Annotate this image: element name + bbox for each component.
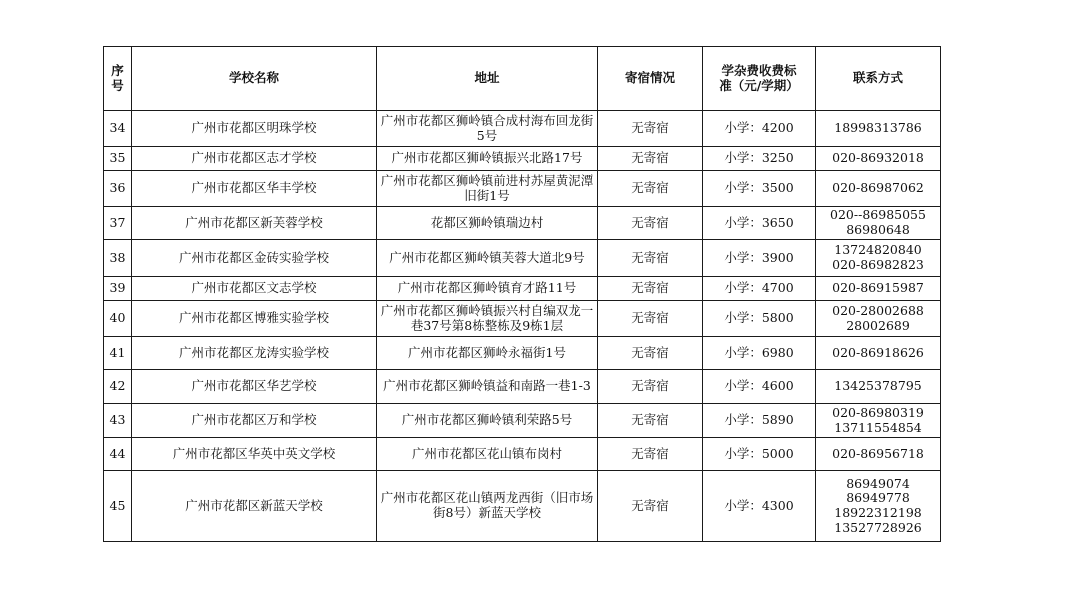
cell-contact: 020-28002688 28002689 xyxy=(816,301,941,337)
cell-address: 花都区狮岭镇瑞边村 xyxy=(377,207,598,240)
cell-boarding: 无寄宿 xyxy=(598,404,703,438)
cell-address: 广州市花都区狮岭镇芙蓉大道北9号 xyxy=(377,240,598,277)
cell-boarding: 无寄宿 xyxy=(598,207,703,240)
cell-index: 37 xyxy=(104,207,132,240)
cell-fee: 小学：4200 xyxy=(703,111,816,147)
cell-contact: 020-86956718 xyxy=(816,438,941,471)
cell-index: 35 xyxy=(104,147,132,171)
header-row xyxy=(104,47,941,111)
cell-boarding: 无寄宿 xyxy=(598,337,703,370)
cell-fee: 小学：3250 xyxy=(703,147,816,171)
cell-boarding: 无寄宿 xyxy=(598,240,703,277)
cell-fee: 小学：4300 xyxy=(703,471,816,542)
cell-contact: 020-86987062 xyxy=(816,171,941,207)
cell-boarding: 无寄宿 xyxy=(598,471,703,542)
cell-contact: 86949074 86949778 18922312198 13527728926 xyxy=(816,471,941,542)
cell-boarding: 无寄宿 xyxy=(598,277,703,301)
table-row xyxy=(104,240,941,277)
cell-contact: 13724820840 020-86982823 xyxy=(816,240,941,277)
cell-school-name: 广州市花都区明珠学校 xyxy=(132,111,377,147)
cell-index: 43 xyxy=(104,404,132,438)
cell-fee: 小学：3900 xyxy=(703,240,816,277)
cell-fee: 小学：4700 xyxy=(703,277,816,301)
cell-address: 广州市花都区狮岭镇合成村海布回龙街5号 xyxy=(377,111,598,147)
cell-school-name: 广州市花都区新蓝天学校 xyxy=(132,471,377,542)
cell-address: 广州市花都区狮岭镇振兴村自编双龙一巷37号第8栋整栋及9栋1层 xyxy=(377,301,598,337)
header-boarding: 寄宿情况 xyxy=(598,47,703,111)
table-row xyxy=(104,111,941,147)
cell-address: 广州市花都区狮岭镇前进村苏屋黄泥潭旧街1号 xyxy=(377,171,598,207)
cell-fee: 小学：6980 xyxy=(703,337,816,370)
table-row xyxy=(104,207,941,240)
table-row xyxy=(104,370,941,404)
header-school-name: 学校名称 xyxy=(132,47,377,111)
cell-boarding: 无寄宿 xyxy=(598,370,703,404)
cell-index: 44 xyxy=(104,438,132,471)
cell-address: 广州市花都区花山镇两龙西街（旧市场街8号）新蓝天学校 xyxy=(377,471,598,542)
cell-contact: 020-86918626 xyxy=(816,337,941,370)
cell-school-name: 广州市花都区文志学校 xyxy=(132,277,377,301)
cell-boarding: 无寄宿 xyxy=(598,301,703,337)
table-row xyxy=(104,438,941,471)
cell-fee: 小学：3650 xyxy=(703,207,816,240)
cell-contact: 020-86932018 xyxy=(816,147,941,171)
cell-boarding: 无寄宿 xyxy=(598,171,703,207)
cell-contact: 020-86980319 13711554854 xyxy=(816,404,941,438)
cell-index: 36 xyxy=(104,171,132,207)
table-row xyxy=(104,404,941,438)
table-row xyxy=(104,277,941,301)
cell-school-name: 广州市花都区博雅实验学校 xyxy=(132,301,377,337)
cell-boarding: 无寄宿 xyxy=(598,438,703,471)
cell-school-name: 广州市花都区金砖实验学校 xyxy=(132,240,377,277)
cell-address: 广州市花都区狮岭镇育才路11号 xyxy=(377,277,598,301)
school-fee-table xyxy=(103,46,941,542)
cell-address: 广州市花都区狮岭镇益和南路一巷1-3 xyxy=(377,370,598,404)
cell-address: 广州市花都区狮岭镇振兴北路17号 xyxy=(377,147,598,171)
cell-contact: 020-86915987 xyxy=(816,277,941,301)
table-row xyxy=(104,471,941,542)
cell-contact: 18998313786 xyxy=(816,111,941,147)
header-address: 地址 xyxy=(377,47,598,111)
cell-boarding: 无寄宿 xyxy=(598,147,703,171)
cell-school-name: 广州市花都区华英中英文学校 xyxy=(132,438,377,471)
cell-school-name: 广州市花都区志才学校 xyxy=(132,147,377,171)
cell-index: 45 xyxy=(104,471,132,542)
cell-fee: 小学：4600 xyxy=(703,370,816,404)
header-index: 序号 xyxy=(104,47,132,111)
cell-index: 41 xyxy=(104,337,132,370)
cell-boarding: 无寄宿 xyxy=(598,111,703,147)
cell-index: 40 xyxy=(104,301,132,337)
cell-school-name: 广州市花都区华丰学校 xyxy=(132,171,377,207)
header-contact: 联系方式 xyxy=(816,47,941,111)
cell-address: 广州市花都区狮岭镇利荣路5号 xyxy=(377,404,598,438)
cell-contact: 020--86985055 86980648 xyxy=(816,207,941,240)
cell-school-name: 广州市花都区万和学校 xyxy=(132,404,377,438)
table-row xyxy=(104,147,941,171)
cell-fee: 小学：5890 xyxy=(703,404,816,438)
cell-index: 39 xyxy=(104,277,132,301)
header-fee-standard: 学杂费收费标准（元/学期） xyxy=(703,47,816,111)
cell-contact: 13425378795 xyxy=(816,370,941,404)
cell-school-name: 广州市花都区华艺学校 xyxy=(132,370,377,404)
cell-index: 34 xyxy=(104,111,132,147)
table-row xyxy=(104,171,941,207)
cell-fee: 小学：5000 xyxy=(703,438,816,471)
cell-index: 38 xyxy=(104,240,132,277)
cell-school-name: 广州市花都区新芙蓉学校 xyxy=(132,207,377,240)
cell-fee: 小学：5800 xyxy=(703,301,816,337)
cell-address: 广州市花都区花山镇布岗村 xyxy=(377,438,598,471)
table-row xyxy=(104,337,941,370)
cell-school-name: 广州市花都区龙涛实验学校 xyxy=(132,337,377,370)
cell-index: 42 xyxy=(104,370,132,404)
cell-fee: 小学：3500 xyxy=(703,171,816,207)
cell-address: 广州市花都区狮岭永福街1号 xyxy=(377,337,598,370)
table-row xyxy=(104,301,941,337)
